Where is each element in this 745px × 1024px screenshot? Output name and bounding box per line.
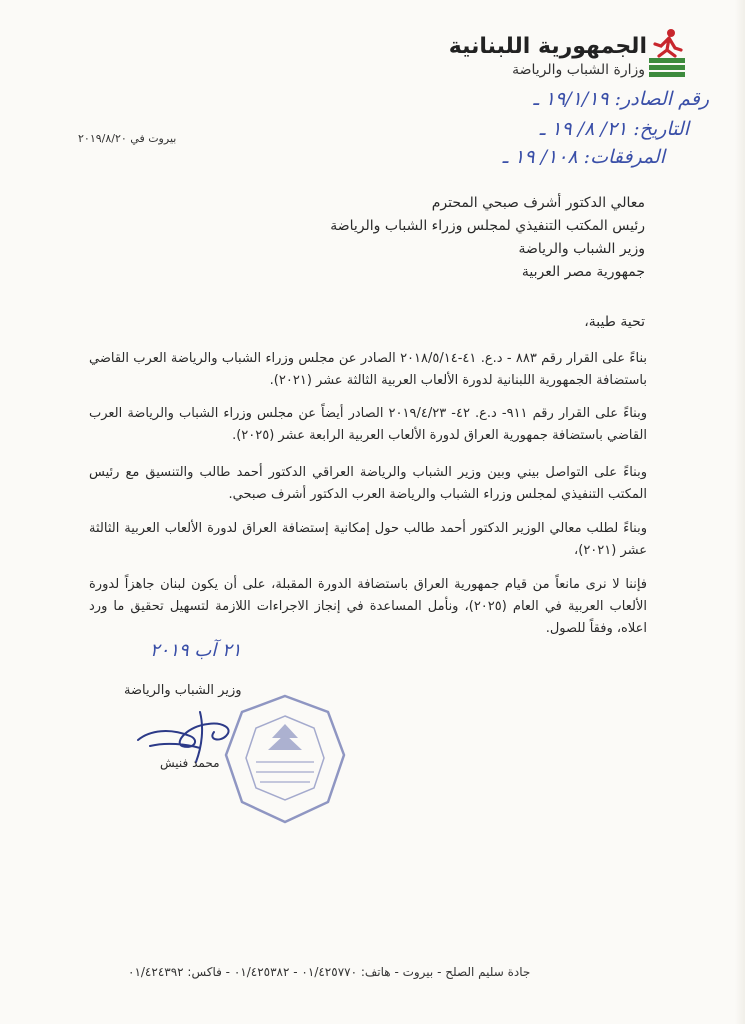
body-paragraph: وبناءً على التواصل بيني وبين وزير الشباب والرياضة العراقي الدكتور أحمد طالب والتنسيق مع رئيس المكتب التنفيذي لمجلس وزراء الشباب والرياضة العرب الدكتور أشرف صبحي.	[89, 465, 647, 502]
recipient-line: جمهورية مصر العربية	[521, 264, 645, 280]
ministry-logo-icon	[647, 28, 687, 80]
signature-title: وزير الشباب والرياضة	[124, 683, 242, 698]
letterhead-subtitle: وزارة الشباب والرياضة	[512, 62, 645, 78]
footer-address: جادة سليم الصلح - بيروت - هاتف: ٠١/٤٢٥٧٧٠ - ٠١/٤٢٥٣٨٢ - فاكس: ٠١/٤٢٤٣٩٢	[128, 965, 531, 979]
reference-date: التاريخ: ٢١/ ٨/ ١٩ ـ	[539, 118, 689, 140]
body-paragraph: وبناءً لطلب معالي الوزير الدكتور أحمد طالب حول إمكانية إستضافة العراق لدورة الألعاب العربية الثالثة عشر (٢٠٢١)،	[89, 521, 647, 558]
reference-number: رقم الصادر: ١٩/١/١٩ ـ	[533, 88, 709, 110]
recipient-line: رئيس المكتب التنفيذي لمجلس وزراء الشباب والرياضة	[330, 218, 645, 234]
body-paragraph: فإننا لا نرى مانعاً من قيام جمهورية العراق باستضافة الدورة المقبلة، على أن يكون لبنان جاهزاً لدورة الألعاب العربية في العام (٢٠٢٥)، ونأمل المساعدة في إنجاز الاجراءات اللازمة لتسهيل تحقيق ما ورد اعلاه، وفقاً للصول.	[89, 577, 647, 636]
letter-date: بيروت في ٢٠١٩/٨/٢٠	[78, 132, 177, 145]
recipient-line: معالي الدكتور أشرف صبحي المحترم	[431, 195, 645, 211]
body-paragraph: وبناءً على القرار رقم ٩١١- د.ع. ٤٢- ٢٠١٩/٤/٢٣ الصادر أيضاً عن مجلس وزراء الشباب والرياضة العرب القاضي باستضافة جمهورية العراق لدورة الألعاب العربية الرابعة عشر (٢٠٢٥).	[89, 406, 647, 443]
signatory-name: محمد فنيش	[160, 756, 220, 770]
paper-edge	[735, 0, 745, 1024]
recipient-block	[125, 192, 645, 284]
body-paragraph: بناءً على القرار رقم ٨٨٣ - د.ع. ٤١-٢٠١٨/٥/١٤ الصادر عن مجلس وزراء الشباب والرياضة العرب القاضي باستضافة الجمهورية اللبنانية لدورة الألعاب العربية الثالثة عشر (٢٠٢١).	[89, 351, 647, 388]
reference-attachments: المرفقات: ١٠٨/ ١٩ ـ	[502, 146, 665, 168]
letterhead-title: الجمهورية اللبنانية	[448, 34, 647, 59]
official-stamp-icon	[220, 690, 350, 830]
greeting: تحية طيبة،	[584, 314, 645, 330]
recipient-line: وزير الشباب والرياضة	[518, 241, 645, 257]
handwritten-date: ٢١ آب ٢٠١٩	[150, 640, 242, 661]
